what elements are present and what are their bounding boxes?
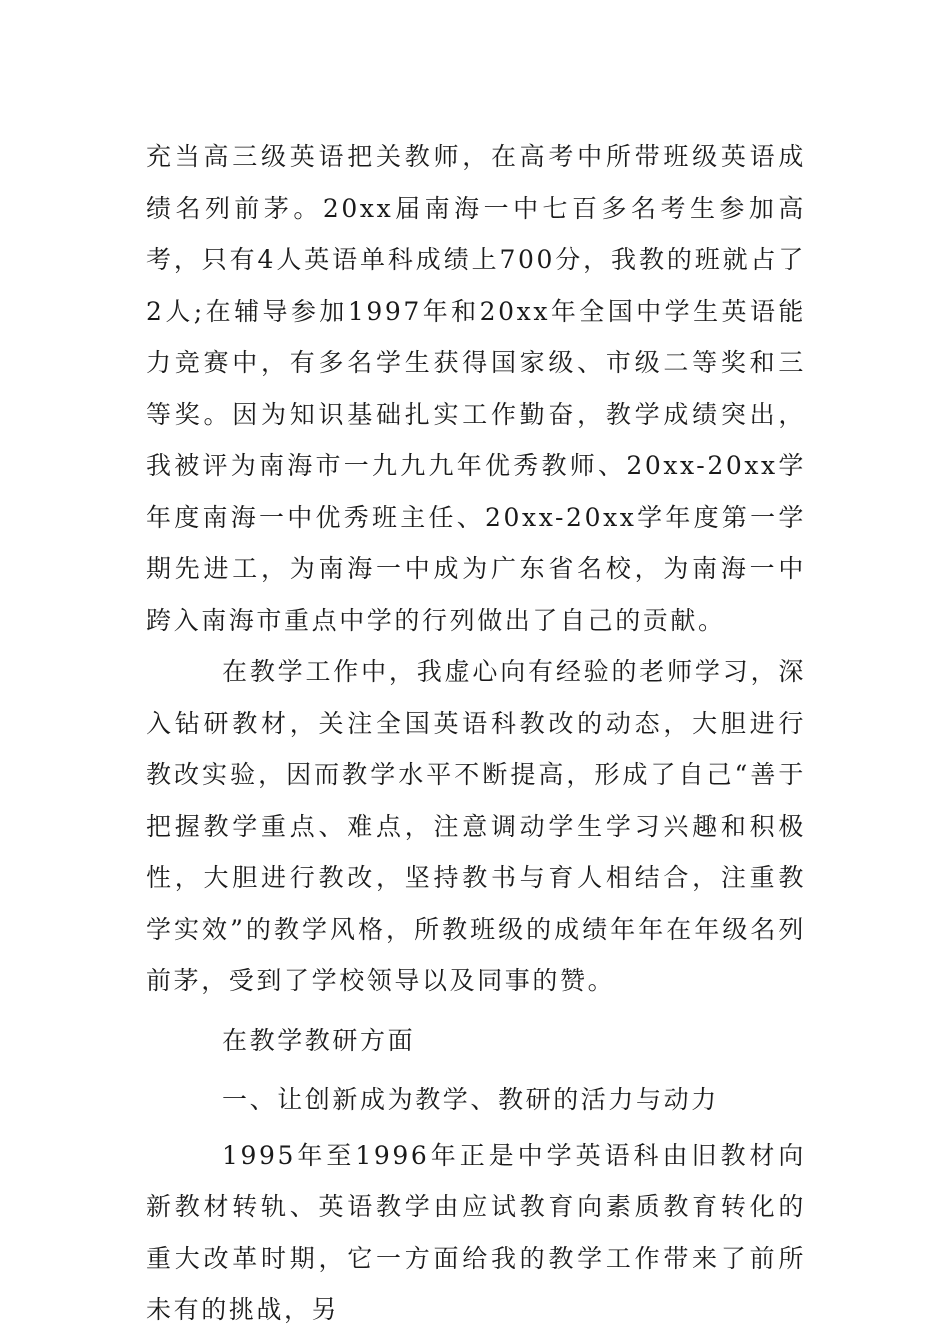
section-heading-research: 在教学教研方面 (222, 1025, 416, 1055)
paragraph-achievements: 充当高三级英语把关教师，在高考中所带班级英语成绩名列前茅。20xx届南海一中七百多名考生参加高考，只有4人英语单科成绩上700分，我教的班就占了2人;在辅导参加1997年和20xx年全国中学生英语能力竞赛中，有多名学生获得国家级、市级二等奖和三等奖。因为知识基础扎实工作勤奋，教学成绩突出，我被评为南海市一九九九年优秀教师、20xx-20xx学年度南海一中优秀班主任、20xx-20xx学年度第一学期先进工，为南海一中成为广东省名校，为南海一中跨入南海市重点中学的行列做出了自己的贡献。 (146, 142, 806, 635)
paragraph-teaching-work: 在教学工作中，我虚心向有经验的老师学习，深入钻研教材，关注全国英语科教改的动态，大胆进行教改实验，因而教学水平不断提高，形成了自己“善于把握教学重点、难点，注意调动学生学习兴趣和积极性，大胆进行教改，坚持教书与育人相结合，注重教学实效”的教学风格，所教班级的成绩年年在年级名列前茅，受到了学校领导以及同事的赞。 (146, 657, 806, 995)
paragraph-curriculum-reform: 1995年至1996年正是中学英语科由旧教材向新教材转轨、英语教学由应试教育向素质教育转化的重大改革时期，它一方面给我的教学工作带来了前所未有的挑战，另 (146, 1140, 806, 1324)
document-body (146, 131, 806, 1336)
subsection-heading-innovation: 一、让创新成为教学、教研的活力与动力 (222, 1085, 719, 1114)
